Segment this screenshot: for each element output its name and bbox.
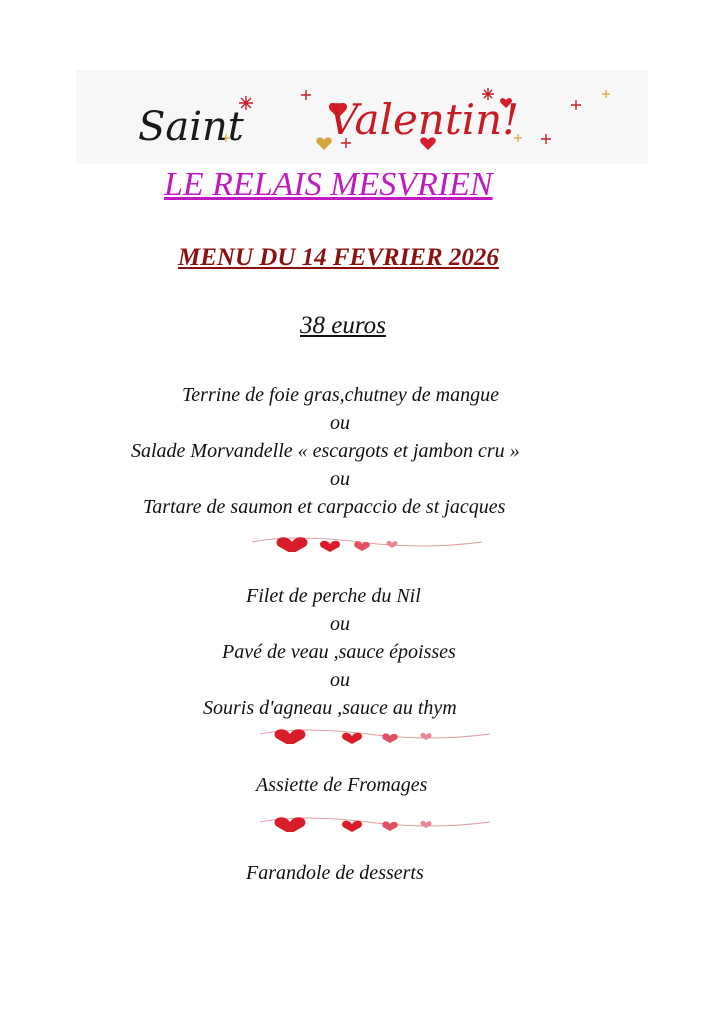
saint-valentin-banner: [76, 70, 648, 164]
heart-divider-3: [240, 812, 496, 832]
heart-divider-1: [232, 532, 488, 552]
main-2: Pavé de veau ,sauce époisses: [222, 641, 456, 663]
restaurant-name: LE RELAIS MESVRIEN: [164, 166, 493, 203]
banner-valentin-text: Valentin!: [328, 95, 520, 144]
menu-title: MENU DU 14 FEVRIER 2026: [178, 244, 499, 271]
main-or-2: ou: [330, 669, 350, 691]
main-or-1: ou: [330, 613, 350, 635]
starter-3: Tartare de saumon et carpaccio de st jacques: [143, 496, 506, 518]
starter-or-1: ou: [330, 412, 350, 434]
starter-2: Salade Morvandelle « escargots et jambon cru »: [131, 440, 520, 462]
cheese-course: Assiette de Fromages: [256, 774, 428, 796]
heart-divider-2: [240, 724, 496, 744]
menu-price: 38 euros: [300, 312, 386, 339]
starter-1: Terrine de foie gras,chutney de mangue: [182, 384, 499, 406]
banner-saint-text: Saint: [138, 104, 244, 150]
dessert-course: Farandole de desserts: [246, 862, 424, 884]
main-1: Filet de perche du Nil: [246, 585, 421, 607]
starter-or-2: ou: [330, 468, 350, 490]
main-3: Souris d'agneau ,sauce au thym: [203, 697, 457, 719]
banner-logo: [76, 70, 648, 164]
